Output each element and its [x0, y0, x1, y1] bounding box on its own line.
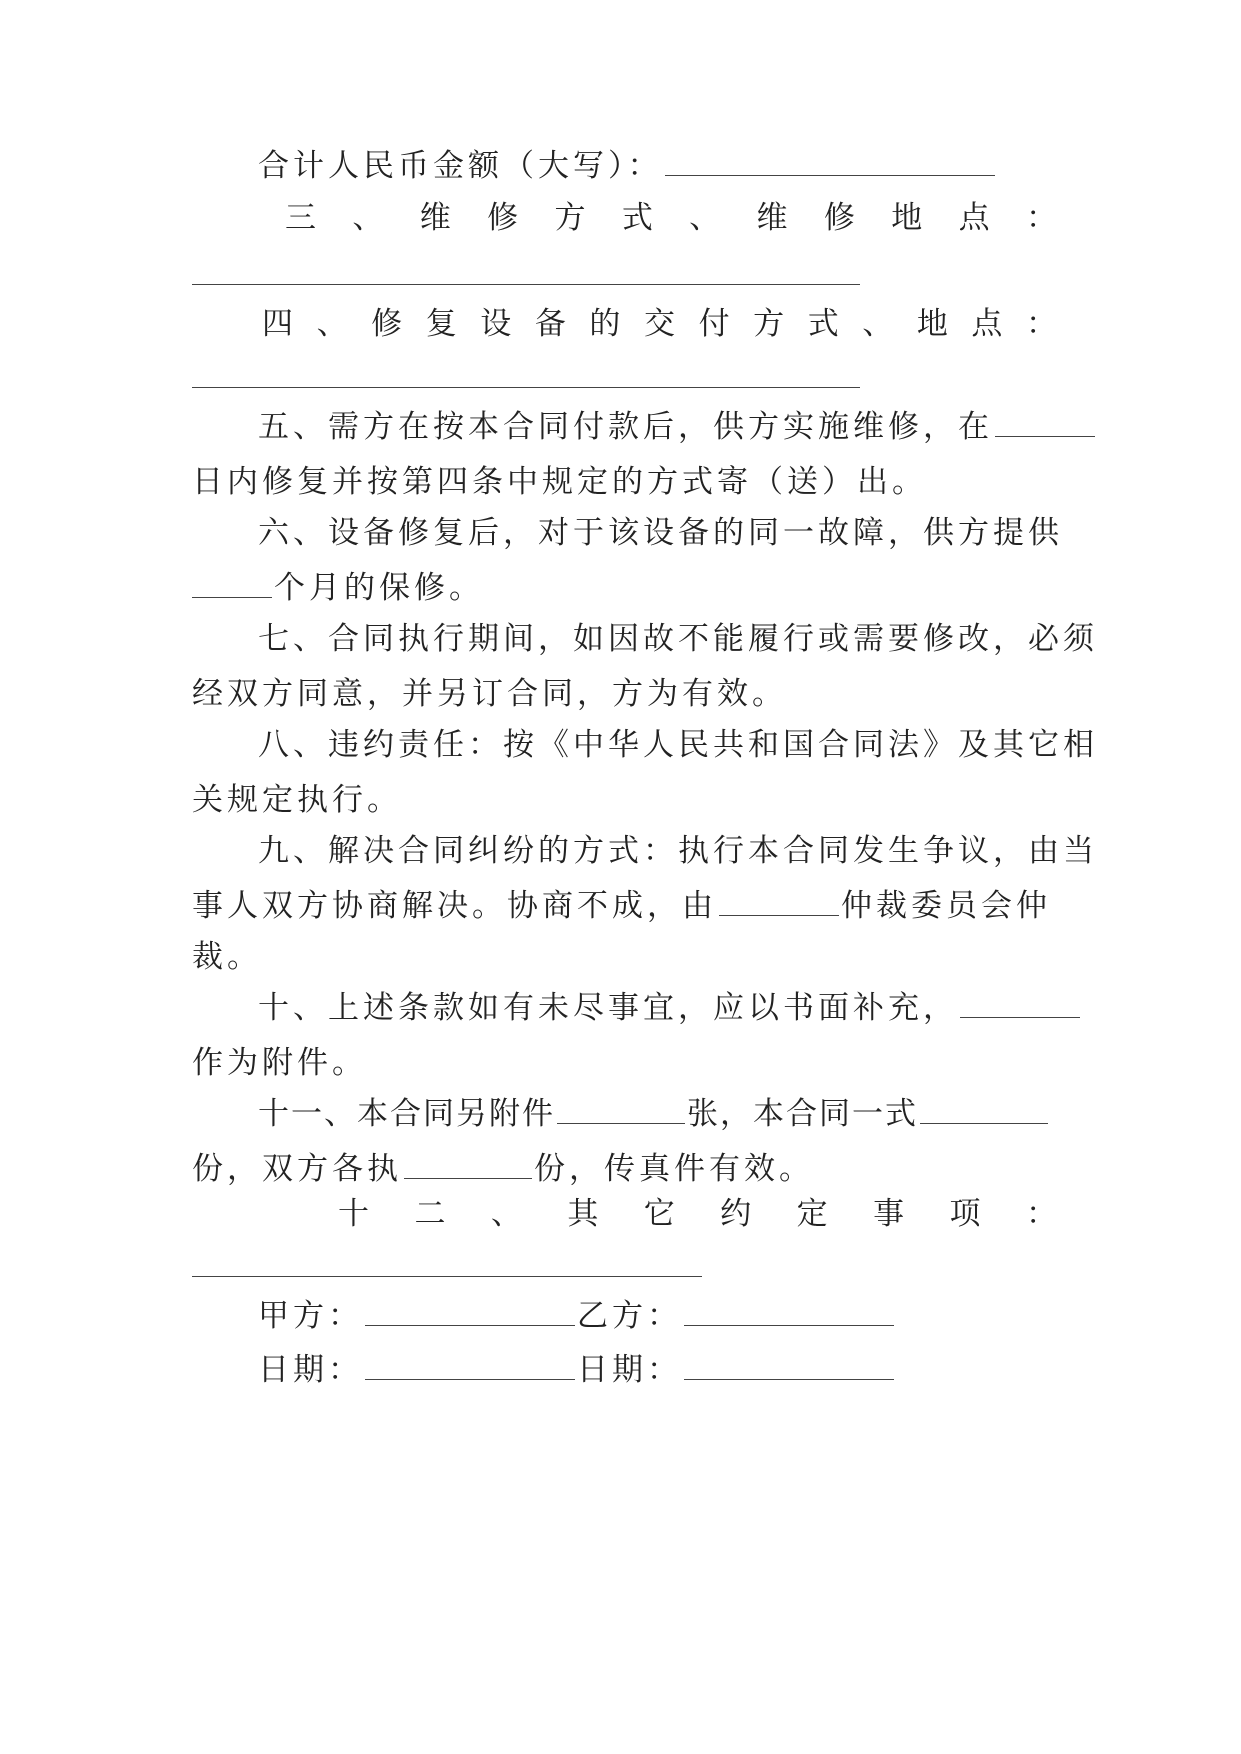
- section-6-months-blank: [192, 571, 272, 598]
- total-amount-blank: [665, 149, 995, 176]
- section-9-line-1: 九、解决合同纠纷的方式：执行本合同发生争议，由当: [258, 833, 1098, 869]
- date-a-label: 日期：: [258, 1352, 363, 1388]
- section-5-text-1: 五、需方在按本合同付款后，供方实施维修，在: [258, 409, 993, 445]
- section-6-line-2: [192, 568, 1057, 608]
- section-11-line-1: [258, 1094, 1057, 1134]
- section-9-text-2b: 仲裁委员会仲: [841, 888, 1051, 924]
- section-3-blank: [192, 284, 860, 285]
- party-a-blank: [365, 1299, 575, 1326]
- section-11-each-blank: [404, 1152, 532, 1179]
- section-10-line-1: [258, 988, 1057, 1028]
- section-11-attachments-blank: [557, 1097, 685, 1124]
- section-4-blank: [192, 387, 860, 388]
- party-b-label: 乙方：: [577, 1298, 682, 1334]
- section-10-line-2: 作为附件。: [192, 1045, 367, 1081]
- party-line: [258, 1296, 1057, 1336]
- section-10-text-1: 十、上述条款如有未尽事宜，应以书面补充，: [258, 990, 958, 1026]
- section-5-line-2: 日内修复并按第四条中规定的方式寄（送）出。: [192, 464, 927, 500]
- section-6-line-1: 六、设备修复后，对于该设备的同一故障，供方提供: [258, 515, 1063, 551]
- section-4-heading: 四、修复设备的交付方式、地点：: [262, 306, 1057, 342]
- date-a-blank: [365, 1353, 575, 1380]
- section-6-text-2: 个月的保修。: [274, 570, 484, 606]
- section-11-text-2b: 份，传真件有效。: [534, 1151, 814, 1187]
- total-amount-label: 合计人民币金额（大写）：: [258, 148, 663, 184]
- section-11-text-1a: 十一、本合同另附件: [258, 1096, 555, 1132]
- section-9-line-2: [192, 886, 1057, 926]
- party-b-blank: [684, 1299, 894, 1326]
- section-8-line-1: 八、违约责任：按《中华人民共和国合同法》及其它相: [258, 727, 1098, 763]
- section-11-text-1b: 张，本合同一式: [687, 1096, 918, 1132]
- section-11-line-2: [192, 1149, 1057, 1189]
- section-12-blank: [192, 1276, 702, 1277]
- section-5-days-blank: [995, 410, 1095, 437]
- section-9-arbitration-blank: [719, 889, 839, 916]
- party-a-label: 甲方：: [258, 1298, 363, 1334]
- date-b-blank: [684, 1353, 894, 1380]
- total-amount-line: [258, 146, 1057, 186]
- section-7-line-1: 七、合同执行期间，如因故不能履行或需要修改，必须: [258, 621, 1098, 657]
- section-10-blank: [960, 991, 1080, 1018]
- section-9-line-3: 裁。: [192, 939, 262, 975]
- section-11-copies-blank: [920, 1097, 1048, 1124]
- section-11-text-2a: 份，双方各执: [192, 1151, 402, 1187]
- section-3-heading: 三、维修方式、维修地点：: [285, 200, 1057, 236]
- date-line: [258, 1350, 1057, 1390]
- section-5-line-1: [258, 407, 1057, 447]
- date-b-label: 日期：: [577, 1352, 682, 1388]
- section-7-line-2: 经双方同意，并另订合同，方为有效。: [192, 676, 787, 712]
- section-8-line-2: 关规定执行。: [192, 782, 402, 818]
- section-9-text-2a: 事人双方协商解决。协商不成，由: [192, 888, 717, 924]
- section-12-heading: 十二、其它约定事项：: [338, 1196, 1057, 1232]
